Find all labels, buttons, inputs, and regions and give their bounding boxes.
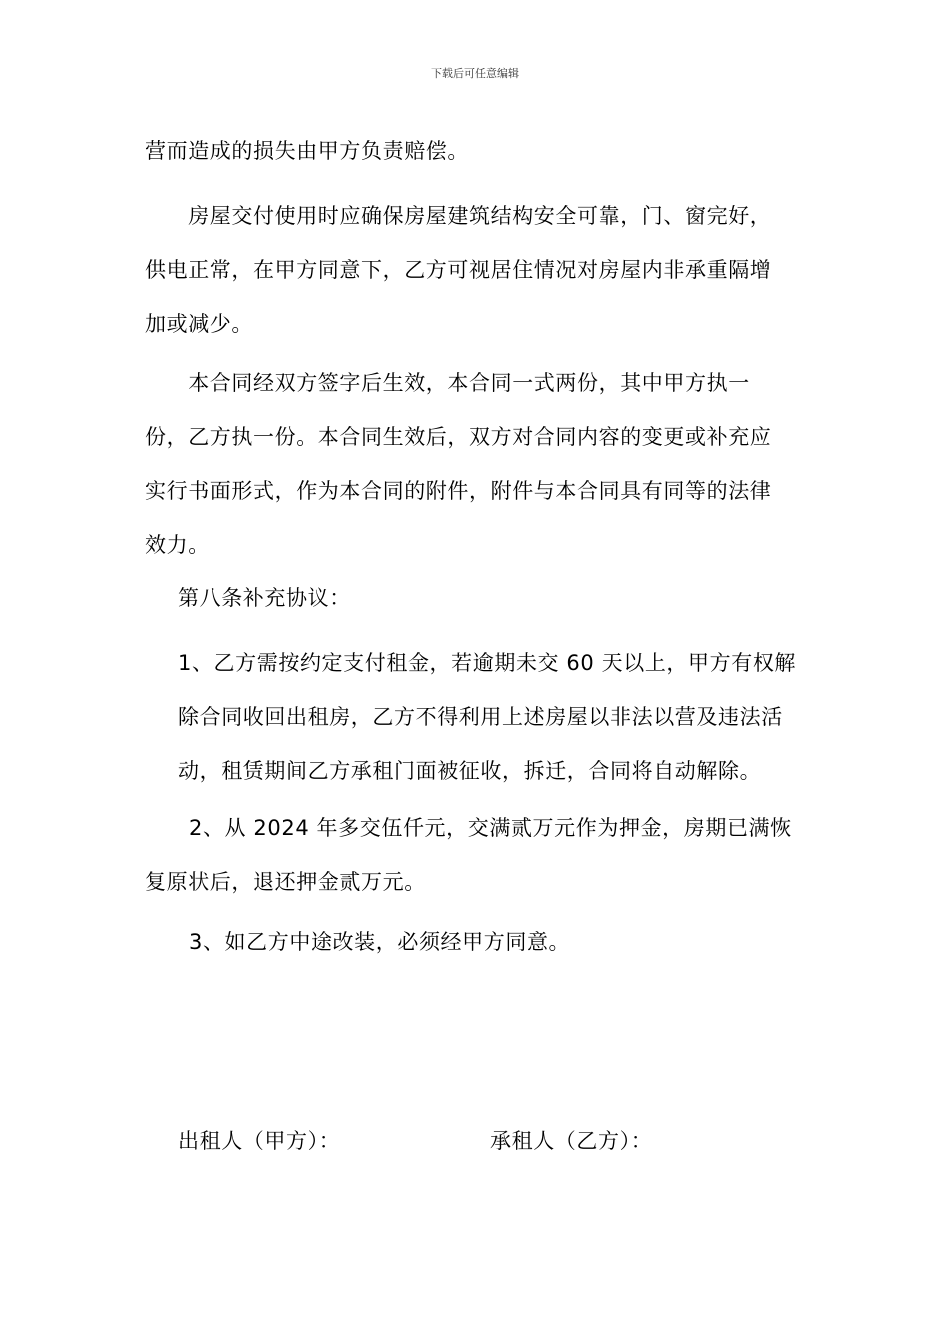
lessee-signature-label: 承租人（乙方）： bbox=[490, 1129, 653, 1153]
clause-3 bbox=[189, 915, 854, 969]
clause-1 bbox=[178, 636, 818, 798]
clause-2 bbox=[145, 801, 810, 909]
paragraph-line: 房屋交付使用时应确保房屋建筑结构安全可靠，门、窗完好， bbox=[145, 204, 772, 228]
paragraph-1 bbox=[145, 124, 810, 178]
paragraph-3 bbox=[145, 356, 810, 572]
paragraph-line: 营而造成的损失由甲方负责赔偿。 bbox=[145, 139, 469, 163]
paragraph-line: 加或减少。 bbox=[145, 312, 253, 336]
paragraph-2 bbox=[145, 189, 810, 351]
paragraph-line: 份，乙方执一份。本合同生效后，双方对合同内容的变更或补充应 bbox=[145, 425, 772, 449]
clause-line: 1、乙方需按约定支付租金，若逾期未交 60 天以上，甲方有权解 bbox=[178, 651, 797, 675]
paragraph-line: 供电正常，在甲方同意下，乙方可视居住情况对房屋内非承重隔增 bbox=[145, 258, 772, 282]
section-heading-text: 第八条补充协议： bbox=[178, 586, 351, 610]
clause-line: 动，租赁期间乙方承租门面被征收，拆迁，合同将自动解除。 bbox=[178, 759, 762, 783]
page-header: 下载后可任意编辑 bbox=[431, 67, 519, 80]
clause-line: 3、如乙方中途改装，必须经甲方同意。 bbox=[189, 930, 571, 954]
paragraph-line: 实行书面形式，作为本合同的附件，附件与本合同具有同等的法律 bbox=[145, 479, 772, 503]
clause-line: 除合同收回出租房，乙方不得利用上述房屋以非法以营及违法活 bbox=[178, 705, 783, 729]
paragraph-line: 本合同经双方签字后生效，本合同一式两份，其中甲方执一 bbox=[145, 371, 750, 395]
lessor-signature-label: 出租人（甲方）： bbox=[178, 1129, 341, 1153]
paragraph-line: 效力。 bbox=[145, 533, 210, 557]
clause-line: 2、从 2024 年多交伍仟元，交满贰万元作为押金，房期已满恢 bbox=[189, 816, 792, 840]
section-heading bbox=[178, 571, 843, 625]
clause-line: 复原状后，退还押金贰万元。 bbox=[145, 870, 426, 894]
